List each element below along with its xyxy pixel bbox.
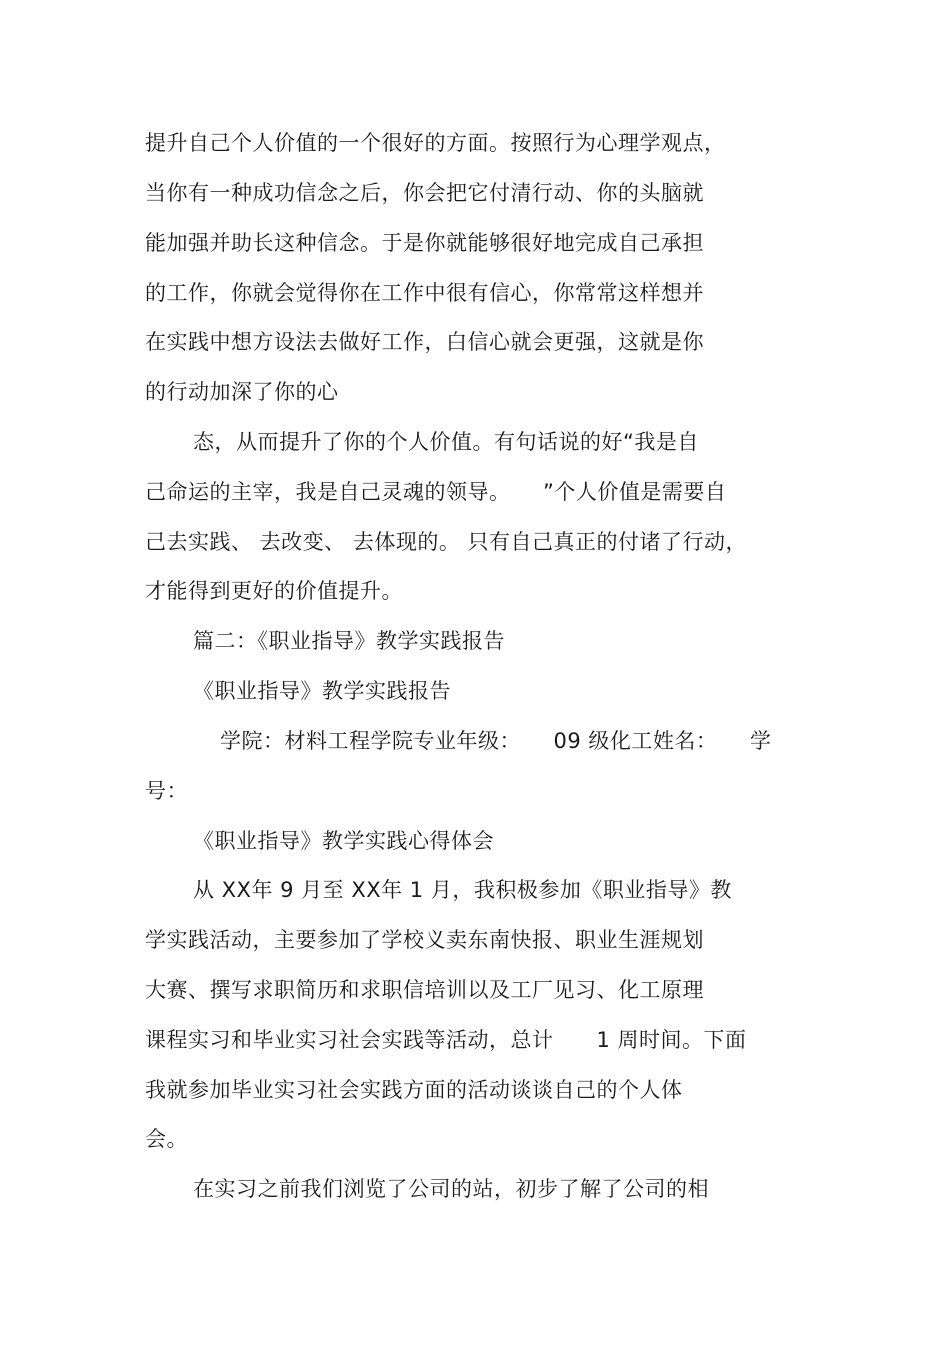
paragraph-line: 在实习之前我们浏览了公司的站，初步了解了公司的相 xyxy=(193,1177,709,1201)
paragraph-line: 从 XX年 9 月至 XX年 1 月，我积极参加《职业指导》教 xyxy=(193,878,732,902)
report-title: 《职业指导》教学实践报告 xyxy=(193,679,451,703)
paragraph-line: 大赛、撰写求职简历和求职信培训以及工厂见习、化工原理 xyxy=(145,978,704,1002)
paragraph-line: 课程实习和毕业实习社会实践等活动，总计 1 周时间。下面 xyxy=(145,1028,747,1052)
paragraph-line: 会。 xyxy=(145,1127,188,1151)
student-info-line: 号： xyxy=(145,779,188,803)
paragraph-line: 己去实践、 去改变、 去体现的。 只有自己真正的付诸了行动， xyxy=(145,530,748,554)
paragraph-line: 在实践中想方设法去做好工作，白信心就会更强，这就是你 xyxy=(145,330,704,354)
paragraph-line: 能加强并助长这种信念。于是你就能够很好地完成自己承担 xyxy=(145,231,704,255)
paragraph-line: 我就参加毕业实习社会实践方面的活动谈谈自己的个人体 xyxy=(145,1078,683,1102)
paragraph-line: 提升自己个人价值的一个很好的方面。按照行为心理学观点， xyxy=(145,131,726,155)
paragraph-line: 的工作，你就会觉得你在工作中很有信心，你常常这样想并 xyxy=(145,281,704,305)
paragraph-line: 己命运的主宰，我是自己灵魂的领导。 ”个人价值是需要自 xyxy=(145,480,727,504)
student-info-line: 学院：材料工程学院专业年级： 09 级化工姓名： 学 xyxy=(220,729,772,753)
paragraph-line: 当你有一种成功信念之后，你会把它付清行动、你的头脑就 xyxy=(145,181,704,205)
section-subtitle: 《职业指导》教学实践心得体会 xyxy=(193,829,494,853)
paragraph-line: 的行动加深了你的心 xyxy=(145,380,339,404)
paragraph-line: 态，从而提升了你的个人价值。有句话说的好“我是自 xyxy=(193,430,699,454)
section-heading: 篇二：《职业指导》教学实践报告 xyxy=(193,629,505,653)
paragraph-line: 学实践活动，主要参加了学校义卖东南快报、职业生涯规划 xyxy=(145,928,704,952)
paragraph-line: 才能得到更好的价值提升。 xyxy=(145,579,403,603)
